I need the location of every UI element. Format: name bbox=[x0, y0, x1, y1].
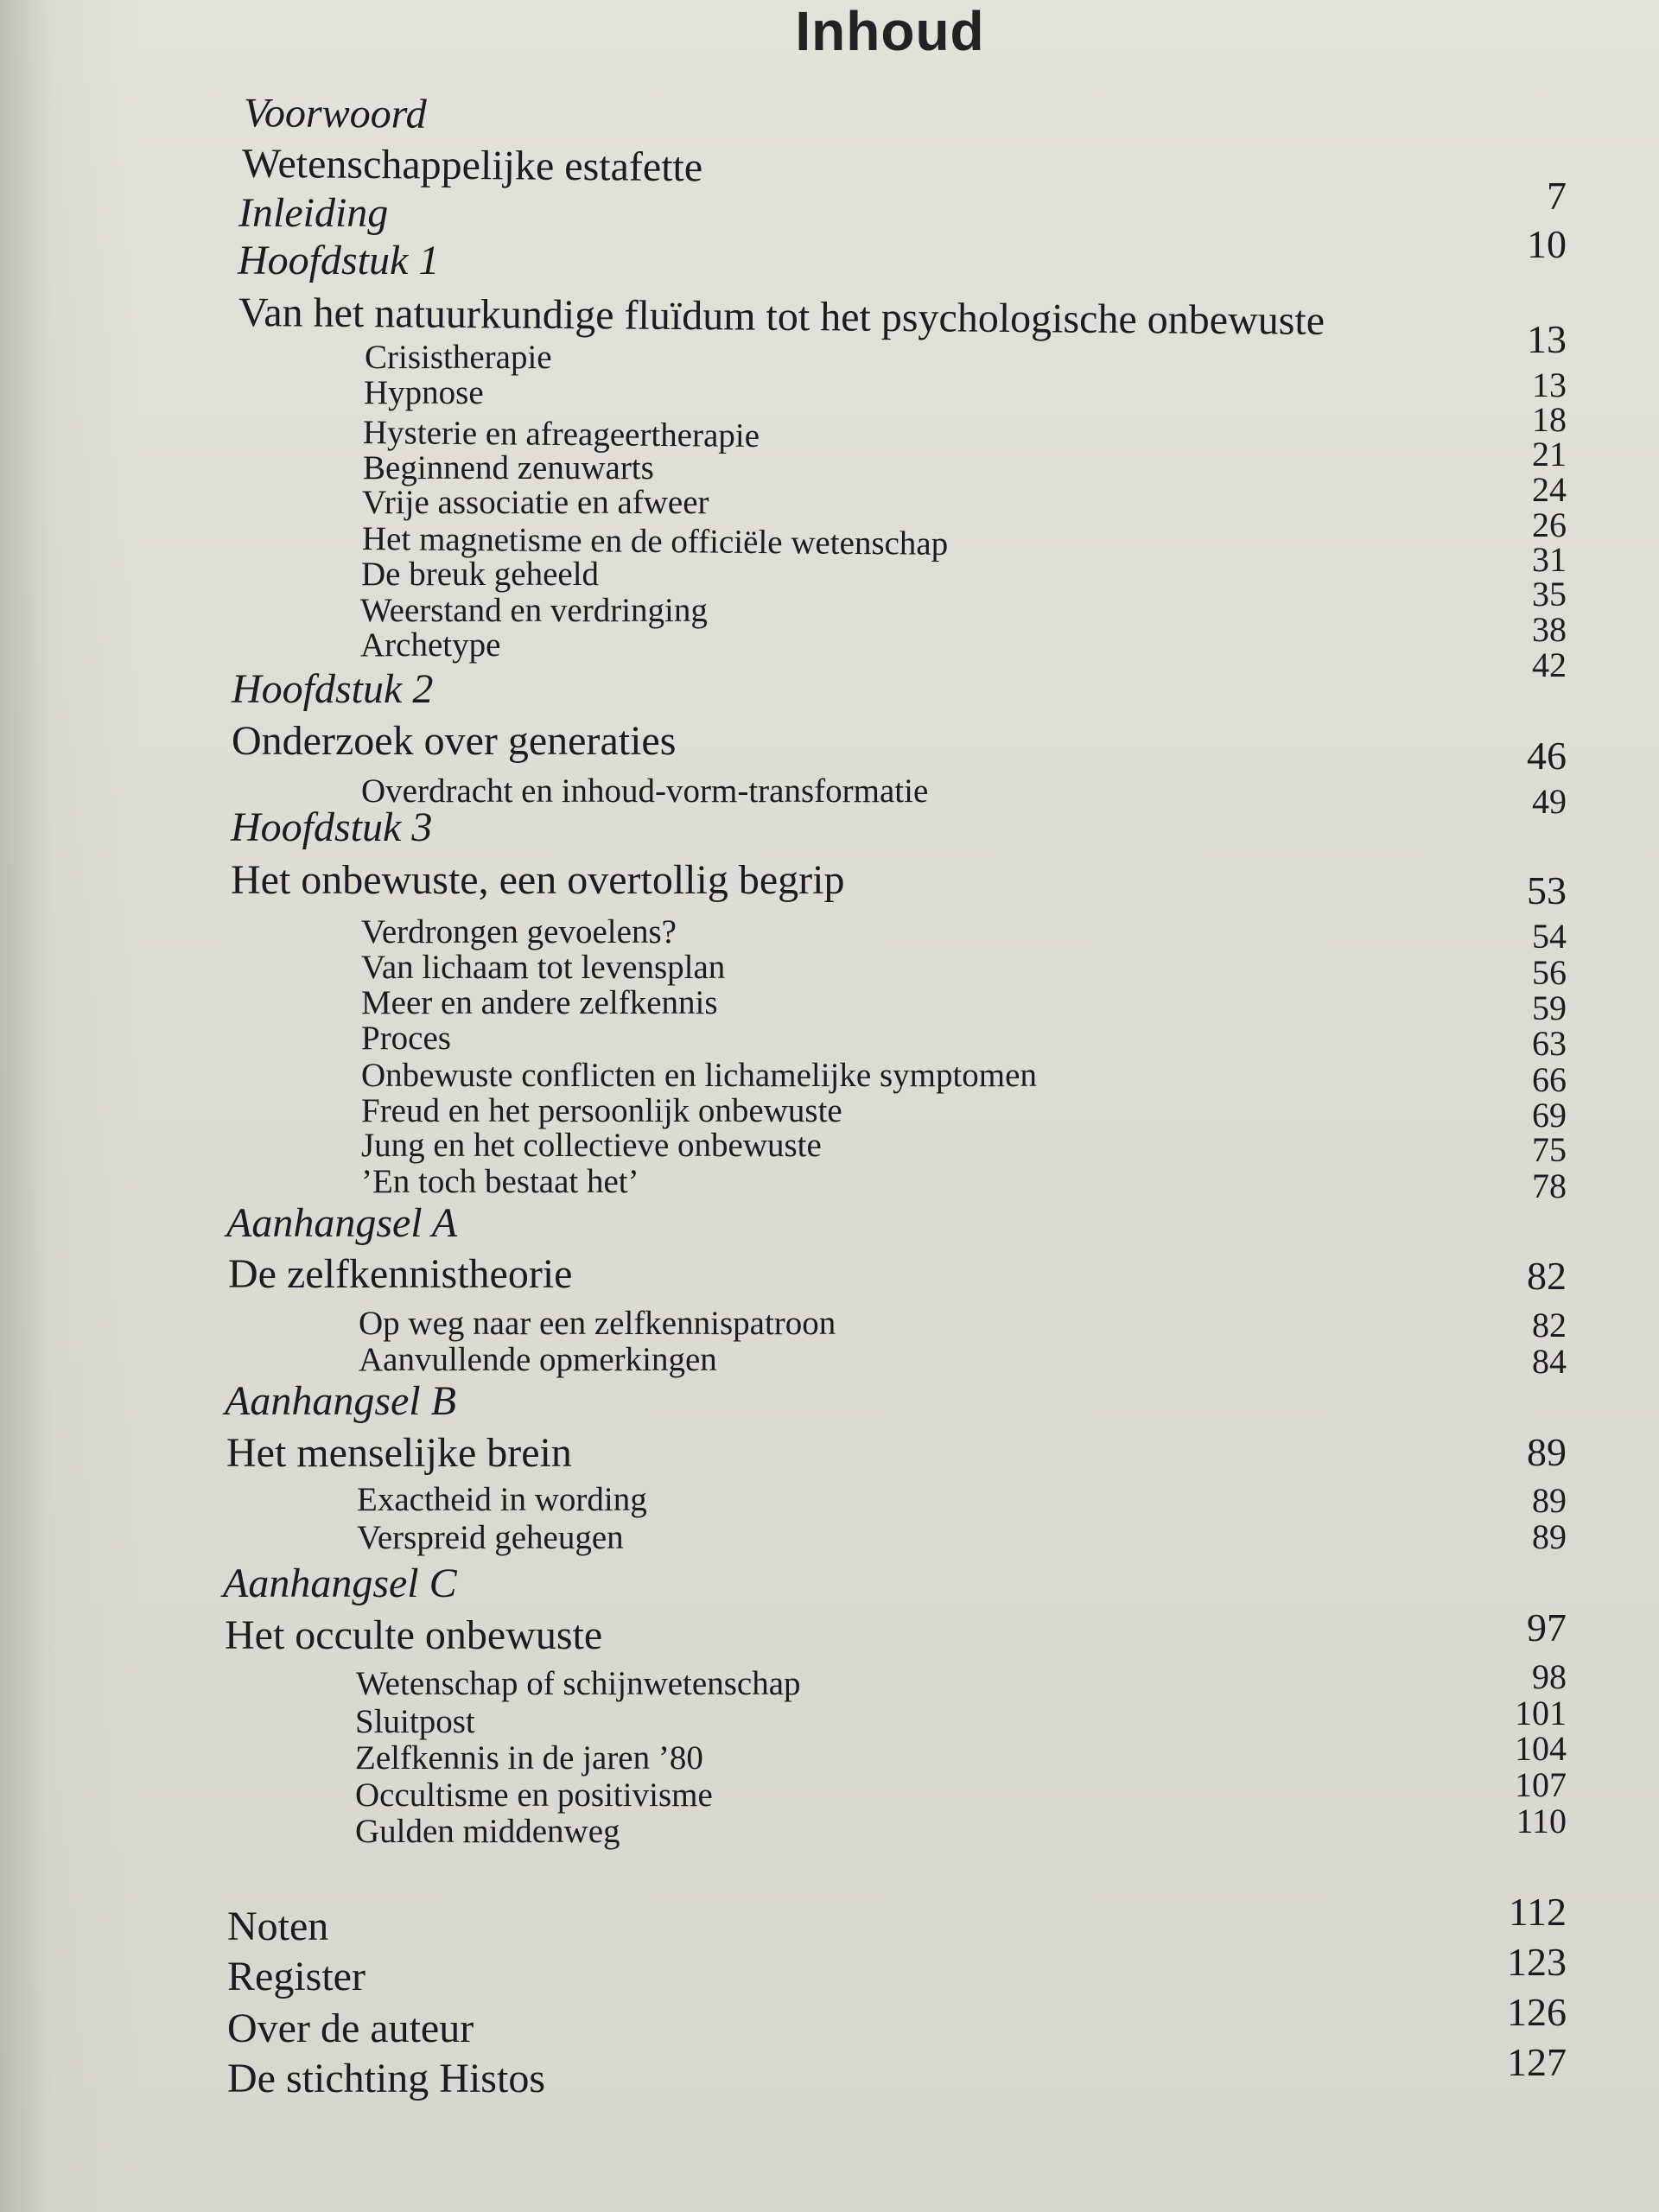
chapter-2-section-1-page: 49 bbox=[1532, 782, 1567, 821]
chapter-3-section-8: ’En toch bestaat het’ bbox=[361, 1163, 639, 1200]
chapter-1-section-2-page: 18 bbox=[1532, 400, 1567, 439]
chapter-3-page-number: 53 bbox=[1527, 868, 1567, 912]
chapter-3-section-3-page: 59 bbox=[1532, 988, 1567, 1027]
chapter-1-section-2: Hypnose bbox=[364, 374, 484, 411]
chapter-1-section-7-page: 35 bbox=[1532, 575, 1567, 613]
chapter-2-section-1: Overdracht en inhoud-vorm-transformatie bbox=[361, 772, 929, 810]
chapter-1-section-1-page: 13 bbox=[1532, 365, 1567, 404]
chapter-3-section-1-page: 54 bbox=[1532, 917, 1567, 956]
appendix-b-section-1-page: 89 bbox=[1532, 1481, 1567, 1520]
chapter-3-section-2: Van lichaam tot levensplan bbox=[361, 949, 726, 986]
chapter-3-section-3: Meer en andere zelfkennis bbox=[361, 984, 718, 1021]
appendix-c-section-4: Occultisme en positivisme bbox=[355, 1777, 713, 1814]
chapter-1-section-5-page: 26 bbox=[1532, 505, 1567, 544]
chapter-1-section-4-page: 24 bbox=[1532, 470, 1567, 509]
chapter-3-section-4-page: 63 bbox=[1532, 1024, 1567, 1063]
chapter-1-section-1: Crisistherapie bbox=[365, 339, 552, 376]
chapter-1-section-8-page: 38 bbox=[1532, 610, 1567, 649]
chapter-3-heading: Hoofdstuk 3 bbox=[231, 804, 433, 850]
appendix-a-section-2-page: 84 bbox=[1532, 1342, 1567, 1381]
appendix-c-heading: Aanhangsel C bbox=[223, 1560, 457, 1606]
appendix-c-title: Het occulte onbewuste bbox=[225, 1612, 603, 1658]
chapter-3-section-5-page: 66 bbox=[1532, 1060, 1567, 1099]
chapter-1-section-6-page: 31 bbox=[1532, 540, 1567, 579]
page-title: Inhoud bbox=[795, 0, 985, 62]
appendix-b-heading: Aanhangsel B bbox=[225, 1378, 456, 1424]
chapter-1-section-5: Vrije associatie en afweer bbox=[362, 484, 709, 521]
chapter-3-section-7: Jung en het collectieve onbewuste bbox=[361, 1127, 822, 1164]
voorwoord-heading: Voorwoord bbox=[243, 90, 427, 137]
appendix-c-section-1-page: 98 bbox=[1532, 1657, 1567, 1696]
back-matter-notes-page: 112 bbox=[1508, 1890, 1567, 1934]
inleiding-page-number: 10 bbox=[1527, 222, 1567, 266]
chapter-1-page-number: 13 bbox=[1527, 317, 1567, 361]
inleiding-heading: Inleiding bbox=[238, 190, 389, 236]
appendix-a-title: De zelfkennistheorie bbox=[228, 1251, 573, 1297]
chapter-1-section-9: Archetype bbox=[360, 626, 501, 664]
chapter-1-section-4: Beginnend zenuwarts bbox=[363, 449, 654, 486]
appendix-c-section-3: Zelfkennis in de jaren ’80 bbox=[355, 1739, 703, 1777]
appendix-b-page-number: 89 bbox=[1527, 1430, 1567, 1474]
chapter-2-page-number: 46 bbox=[1527, 734, 1567, 778]
appendix-c-section-5: Gulden middenweg bbox=[355, 1813, 620, 1850]
chapter-3-title: Het onbewuste, een overtollig begrip bbox=[231, 857, 845, 903]
back-matter-about-author-page: 126 bbox=[1507, 1990, 1567, 2034]
appendix-b-section-2: Verspreid geheugen bbox=[357, 1519, 624, 1556]
appendix-c-section-2-page: 101 bbox=[1515, 1694, 1567, 1732]
back-matter-histos-page: 127 bbox=[1507, 2040, 1567, 2084]
appendix-c-page-number: 97 bbox=[1527, 1605, 1567, 1649]
appendix-a-section-1: Op weg naar een zelfkennispatroon bbox=[359, 1305, 836, 1342]
chapter-3-section-7-page: 75 bbox=[1532, 1130, 1567, 1169]
voorwoord-title: Wetenschappelijke estafette bbox=[241, 140, 703, 191]
appendix-b-title: Het menselijke brein bbox=[226, 1430, 572, 1476]
chapter-3-section-5: Onbewuste conflicten en lichamelijke symptomen bbox=[361, 1057, 1037, 1094]
back-matter-register-page: 123 bbox=[1507, 1940, 1567, 1984]
back-matter-about-author: Over de auteur bbox=[227, 2005, 474, 2051]
appendix-a-heading: Aanhangsel A bbox=[226, 1200, 458, 1246]
appendix-c-section-1: Wetenschap of schijnwetenschap bbox=[356, 1665, 801, 1702]
appendix-c-section-4-page: 107 bbox=[1515, 1765, 1567, 1804]
chapter-3-section-6: Freud en het persoonlijk onbewuste bbox=[361, 1092, 842, 1129]
back-matter-register: Register bbox=[227, 1954, 365, 1999]
appendix-a-page-number: 82 bbox=[1527, 1254, 1567, 1298]
chapter-1-section-3-page: 21 bbox=[1532, 435, 1567, 474]
chapter-1-section-9-page: 42 bbox=[1532, 645, 1567, 684]
chapter-1-section-7: De breuk geheeld bbox=[361, 556, 600, 593]
chapter-1-title: Van het natuurkundige fluïdum tot het psychologische onbewuste bbox=[238, 289, 1325, 344]
appendix-c-section-5-page: 110 bbox=[1516, 1802, 1567, 1840]
appendix-c-section-2: Sluitpost bbox=[355, 1703, 475, 1740]
chapter-3-section-4: Proces bbox=[361, 1020, 451, 1057]
chapter-3-section-8-page: 78 bbox=[1532, 1166, 1567, 1205]
chapter-1-section-8: Weerstand en verdringing bbox=[360, 592, 708, 629]
voorwoord-page-number: 7 bbox=[1547, 174, 1567, 218]
appendix-c-section-3-page: 104 bbox=[1515, 1729, 1567, 1768]
chapter-1-section-6: Het magnetisme en de officiële wetenschap bbox=[361, 520, 949, 563]
chapter-1-section-3: Hysterie en afreageertherapie bbox=[362, 414, 760, 455]
back-matter-notes: Noten bbox=[227, 1904, 329, 1949]
appendix-b-section-1: Exactheid in wording bbox=[357, 1481, 647, 1518]
chapter-3-section-1: Verdrongen gevoelens? bbox=[361, 913, 677, 950]
appendix-a-section-2: Aanvullende opmerkingen bbox=[359, 1341, 717, 1378]
chapter-3-section-2-page: 56 bbox=[1532, 953, 1567, 992]
chapter-2-title: Onderzoek over generaties bbox=[232, 718, 677, 764]
chapter-2-heading: Hoofdstuk 2 bbox=[232, 666, 434, 712]
appendix-b-section-2-page: 89 bbox=[1532, 1517, 1567, 1556]
chapter-3-section-6-page: 69 bbox=[1532, 1096, 1567, 1135]
appendix-a-section-1-page: 82 bbox=[1532, 1306, 1567, 1344]
chapter-1-heading: Hoofdstuk 1 bbox=[238, 238, 440, 283]
back-matter-histos: De stichting Histos bbox=[227, 2056, 545, 2101]
